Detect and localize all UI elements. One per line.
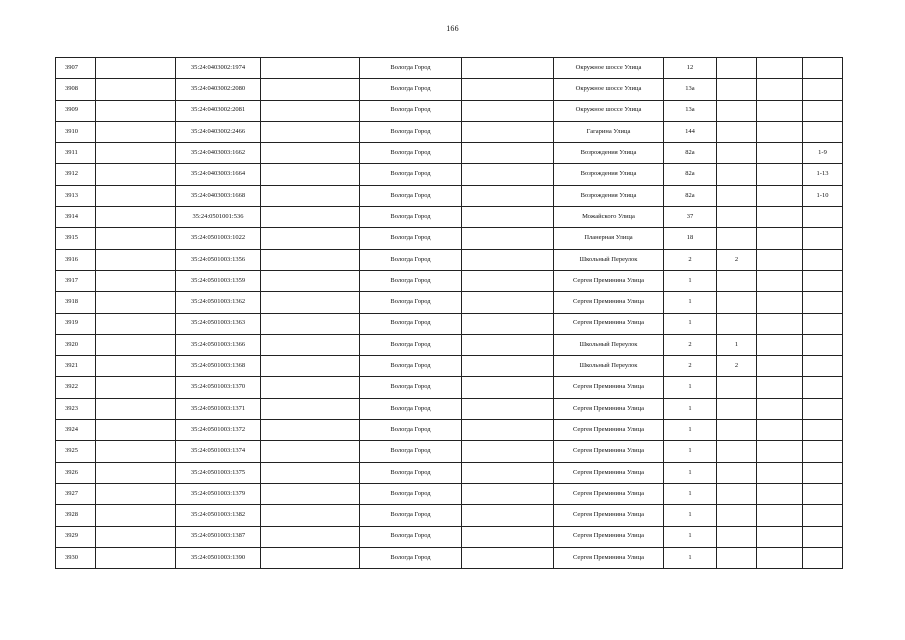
record-number-cell: 3927: [56, 483, 96, 504]
unit-number-cell: [803, 270, 843, 291]
empty-cell: [462, 121, 554, 142]
city-cell: Вологда Город: [360, 79, 462, 100]
unit-number-cell: [803, 356, 843, 377]
cadastral-number-cell: 35:24:0501003:1372: [176, 420, 261, 441]
street-cell: Сергея Преминина Улица: [554, 547, 664, 568]
house-number-cell: 1: [664, 398, 717, 419]
house-number-cell: 82а: [664, 164, 717, 185]
empty-cell: [96, 185, 176, 206]
record-number-cell: 3922: [56, 377, 96, 398]
empty-cell: [261, 356, 360, 377]
empty-cell: [757, 249, 803, 270]
empty-cell: [96, 526, 176, 547]
unit-number-cell: [803, 249, 843, 270]
unit-number-cell: [803, 58, 843, 79]
street-cell: Сергея Преминина Улица: [554, 292, 664, 313]
record-number-cell: 3923: [56, 398, 96, 419]
record-number-cell: 3929: [56, 526, 96, 547]
empty-cell: [261, 377, 360, 398]
table-row: [56, 377, 843, 398]
cadastral-number-cell: 35:24:0403002:2466: [176, 121, 261, 142]
unit-number-cell: [803, 441, 843, 462]
cadastral-number-cell: 35:24:0501003:1379: [176, 483, 261, 504]
empty-cell: [757, 164, 803, 185]
street-cell: Сергея Преминина Улица: [554, 462, 664, 483]
building-number-cell: [717, 483, 757, 504]
empty-cell: [462, 164, 554, 185]
empty-cell: [462, 185, 554, 206]
empty-cell: [96, 121, 176, 142]
city-cell: Вологда Город: [360, 249, 462, 270]
unit-number-cell: [803, 398, 843, 419]
city-cell: Вологда Город: [360, 356, 462, 377]
building-number-cell: [717, 100, 757, 121]
unit-number-cell: [803, 292, 843, 313]
empty-cell: [462, 270, 554, 291]
empty-cell: [261, 228, 360, 249]
city-cell: Вологда Город: [360, 313, 462, 334]
building-number-cell: [717, 185, 757, 206]
cadastral-number-cell: 35:24:0403003:1668: [176, 185, 261, 206]
city-cell: Вологда Город: [360, 441, 462, 462]
empty-cell: [96, 334, 176, 355]
empty-cell: [96, 249, 176, 270]
record-number-cell: 3921: [56, 356, 96, 377]
street-cell: Сергея Преминина Улица: [554, 483, 664, 504]
city-cell: Вологда Город: [360, 462, 462, 483]
table-row: [56, 505, 843, 526]
empty-cell: [261, 398, 360, 419]
record-number-cell: 3925: [56, 441, 96, 462]
table-row: [56, 547, 843, 568]
cadastral-number-cell: 35:24:0501003:1370: [176, 377, 261, 398]
record-number-cell: 3917: [56, 270, 96, 291]
city-cell: Вологда Город: [360, 228, 462, 249]
table-row: [56, 207, 843, 228]
building-number-cell: [717, 270, 757, 291]
house-number-cell: 2: [664, 356, 717, 377]
building-number-cell: [717, 207, 757, 228]
empty-cell: [462, 79, 554, 100]
table-row: [56, 441, 843, 462]
house-number-cell: 1: [664, 270, 717, 291]
house-number-cell: 1: [664, 462, 717, 483]
street-cell: Школьный Переулок: [554, 334, 664, 355]
empty-cell: [261, 58, 360, 79]
city-cell: Вологда Город: [360, 207, 462, 228]
unit-number-cell: [803, 377, 843, 398]
record-number-cell: 3918: [56, 292, 96, 313]
building-number-cell: 2: [717, 249, 757, 270]
empty-cell: [757, 207, 803, 228]
empty-cell: [96, 462, 176, 483]
empty-cell: [757, 143, 803, 164]
building-number-cell: [717, 441, 757, 462]
empty-cell: [96, 79, 176, 100]
empty-cell: [757, 79, 803, 100]
street-cell: Школьный Переулок: [554, 249, 664, 270]
street-cell: Возрождения Улица: [554, 185, 664, 206]
empty-cell: [757, 547, 803, 568]
cadastral-number-cell: 35:24:0501001:536: [176, 207, 261, 228]
cadastral-number-cell: 35:24:0403003:1664: [176, 164, 261, 185]
house-number-cell: 1: [664, 526, 717, 547]
empty-cell: [96, 483, 176, 504]
empty-cell: [261, 420, 360, 441]
city-cell: Вологда Город: [360, 398, 462, 419]
empty-cell: [462, 356, 554, 377]
record-number-cell: 3910: [56, 121, 96, 142]
unit-number-cell: [803, 547, 843, 568]
city-cell: Вологда Город: [360, 58, 462, 79]
empty-cell: [462, 420, 554, 441]
empty-cell: [96, 228, 176, 249]
cadastral-number-cell: 35:24:0501003:1362: [176, 292, 261, 313]
empty-cell: [757, 526, 803, 547]
building-number-cell: [717, 164, 757, 185]
cadastral-number-cell: 35:24:0501003:1382: [176, 505, 261, 526]
record-number-cell: 3924: [56, 420, 96, 441]
record-number-cell: 3912: [56, 164, 96, 185]
cadastral-number-cell: 35:24:0501003:1368: [176, 356, 261, 377]
street-cell: Сергея Преминина Улица: [554, 420, 664, 441]
building-number-cell: [717, 292, 757, 313]
unit-number-cell: 1-13: [803, 164, 843, 185]
city-cell: Вологда Город: [360, 377, 462, 398]
empty-cell: [757, 441, 803, 462]
city-cell: Вологда Город: [360, 143, 462, 164]
building-number-cell: [717, 420, 757, 441]
table-row: [56, 143, 843, 164]
house-number-cell: 1: [664, 313, 717, 334]
empty-cell: [757, 398, 803, 419]
empty-cell: [261, 547, 360, 568]
street-cell: Планерная Улица: [554, 228, 664, 249]
unit-number-cell: [803, 505, 843, 526]
empty-cell: [757, 292, 803, 313]
empty-cell: [462, 100, 554, 121]
street-cell: Окружное шоссе Улица: [554, 58, 664, 79]
house-number-cell: 1: [664, 483, 717, 504]
empty-cell: [261, 292, 360, 313]
table-row: [56, 420, 843, 441]
empty-cell: [462, 547, 554, 568]
record-number-cell: 3911: [56, 143, 96, 164]
city-cell: Вологда Город: [360, 334, 462, 355]
house-number-cell: 2: [664, 249, 717, 270]
house-number-cell: 1: [664, 547, 717, 568]
house-number-cell: 13а: [664, 100, 717, 121]
building-number-cell: [717, 462, 757, 483]
empty-cell: [757, 185, 803, 206]
table-row: [56, 398, 843, 419]
cadastral-number-cell: 35:24:0403002:2080: [176, 79, 261, 100]
city-cell: Вологда Город: [360, 100, 462, 121]
registry-table-body: [56, 58, 843, 569]
empty-cell: [96, 270, 176, 291]
city-cell: Вологда Город: [360, 270, 462, 291]
empty-cell: [757, 483, 803, 504]
table-row: [56, 185, 843, 206]
empty-cell: [261, 483, 360, 504]
empty-cell: [757, 270, 803, 291]
empty-cell: [757, 377, 803, 398]
building-number-cell: [717, 505, 757, 526]
empty-cell: [96, 100, 176, 121]
table-row: [56, 483, 843, 504]
house-number-cell: 18: [664, 228, 717, 249]
city-cell: Вологда Город: [360, 420, 462, 441]
empty-cell: [261, 270, 360, 291]
empty-cell: [757, 58, 803, 79]
empty-cell: [261, 185, 360, 206]
empty-cell: [261, 313, 360, 334]
table-row: [56, 334, 843, 355]
empty-cell: [96, 377, 176, 398]
street-cell: Сергея Преминина Улица: [554, 526, 664, 547]
city-cell: Вологда Город: [360, 547, 462, 568]
cadastral-number-cell: 35:24:0501003:1356: [176, 249, 261, 270]
building-number-cell: [717, 398, 757, 419]
record-number-cell: 3926: [56, 462, 96, 483]
building-number-cell: [717, 313, 757, 334]
cadastral-number-cell: 35:24:0501003:1363: [176, 313, 261, 334]
street-cell: Сергея Преминина Улица: [554, 398, 664, 419]
empty-cell: [261, 100, 360, 121]
empty-cell: [462, 483, 554, 504]
empty-cell: [462, 58, 554, 79]
building-number-cell: [717, 526, 757, 547]
record-number-cell: 3930: [56, 547, 96, 568]
empty-cell: [261, 143, 360, 164]
empty-cell: [462, 526, 554, 547]
table-row: [56, 228, 843, 249]
empty-cell: [96, 547, 176, 568]
empty-cell: [757, 334, 803, 355]
unit-number-cell: 1-9: [803, 143, 843, 164]
unit-number-cell: 1-10: [803, 185, 843, 206]
empty-cell: [96, 292, 176, 313]
record-number-cell: 3909: [56, 100, 96, 121]
city-cell: Вологда Город: [360, 164, 462, 185]
empty-cell: [96, 420, 176, 441]
unit-number-cell: [803, 207, 843, 228]
empty-cell: [261, 164, 360, 185]
empty-cell: [96, 58, 176, 79]
empty-cell: [261, 505, 360, 526]
cadastral-number-cell: 35:24:0501003:1022: [176, 228, 261, 249]
empty-cell: [261, 79, 360, 100]
empty-cell: [757, 313, 803, 334]
cadastral-number-cell: 35:24:0501003:1359: [176, 270, 261, 291]
city-cell: Вологда Город: [360, 526, 462, 547]
street-cell: Школьный Переулок: [554, 356, 664, 377]
unit-number-cell: [803, 526, 843, 547]
table-row: [56, 58, 843, 79]
table-row: [56, 79, 843, 100]
record-number-cell: 3914: [56, 207, 96, 228]
city-cell: Вологда Город: [360, 483, 462, 504]
record-number-cell: 3907: [56, 58, 96, 79]
empty-cell: [757, 100, 803, 121]
building-number-cell: [717, 228, 757, 249]
unit-number-cell: [803, 100, 843, 121]
empty-cell: [757, 462, 803, 483]
record-number-cell: 3916: [56, 249, 96, 270]
house-number-cell: 1: [664, 292, 717, 313]
record-number-cell: 3908: [56, 79, 96, 100]
empty-cell: [261, 441, 360, 462]
building-number-cell: [717, 547, 757, 568]
table-row: [56, 313, 843, 334]
empty-cell: [261, 334, 360, 355]
street-cell: Возрождения Улица: [554, 143, 664, 164]
house-number-cell: 1: [664, 420, 717, 441]
house-number-cell: 1: [664, 441, 717, 462]
cadastral-number-cell: 35:24:0403003:1662: [176, 143, 261, 164]
empty-cell: [261, 121, 360, 142]
street-cell: Сергея Преминина Улица: [554, 377, 664, 398]
empty-cell: [96, 164, 176, 185]
empty-cell: [261, 249, 360, 270]
cadastral-number-cell: 35:24:0501003:1374: [176, 441, 261, 462]
cadastral-number-cell: 35:24:0501003:1371: [176, 398, 261, 419]
empty-cell: [261, 207, 360, 228]
empty-cell: [96, 313, 176, 334]
table-row: [56, 292, 843, 313]
cadastral-number-cell: 35:24:0403002:2081: [176, 100, 261, 121]
table-row: [56, 270, 843, 291]
city-cell: Вологда Город: [360, 185, 462, 206]
house-number-cell: 82а: [664, 185, 717, 206]
cadastral-number-cell: 35:24:0501003:1366: [176, 334, 261, 355]
empty-cell: [757, 420, 803, 441]
building-number-cell: 2: [717, 356, 757, 377]
empty-cell: [462, 313, 554, 334]
registry-table: [55, 57, 843, 569]
table-row: [56, 356, 843, 377]
building-number-cell: [717, 377, 757, 398]
unit-number-cell: [803, 228, 843, 249]
table-row: [56, 526, 843, 547]
building-number-cell: 1: [717, 334, 757, 355]
unit-number-cell: [803, 462, 843, 483]
house-number-cell: 82а: [664, 143, 717, 164]
cadastral-number-cell: 35:24:0501003:1387: [176, 526, 261, 547]
record-number-cell: 3919: [56, 313, 96, 334]
cadastral-number-cell: 35:24:0501003:1390: [176, 547, 261, 568]
house-number-cell: 144: [664, 121, 717, 142]
record-number-cell: 3920: [56, 334, 96, 355]
unit-number-cell: [803, 334, 843, 355]
house-number-cell: 13а: [664, 79, 717, 100]
record-number-cell: 3915: [56, 228, 96, 249]
empty-cell: [261, 526, 360, 547]
street-cell: Можайского Улица: [554, 207, 664, 228]
street-cell: Возрождения Улица: [554, 164, 664, 185]
empty-cell: [96, 441, 176, 462]
unit-number-cell: [803, 121, 843, 142]
record-number-cell: 3928: [56, 505, 96, 526]
unit-number-cell: [803, 420, 843, 441]
cadastral-number-cell: 35:24:0403002:1974: [176, 58, 261, 79]
table-row: [56, 462, 843, 483]
house-number-cell: 1: [664, 505, 717, 526]
building-number-cell: [717, 79, 757, 100]
empty-cell: [462, 334, 554, 355]
empty-cell: [462, 292, 554, 313]
house-number-cell: 1: [664, 377, 717, 398]
street-cell: Гагарина Улица: [554, 121, 664, 142]
record-number-cell: 3913: [56, 185, 96, 206]
city-cell: Вологда Город: [360, 121, 462, 142]
empty-cell: [462, 249, 554, 270]
empty-cell: [96, 356, 176, 377]
city-cell: Вологда Город: [360, 292, 462, 313]
building-number-cell: [717, 58, 757, 79]
street-cell: Окружное шоссе Улица: [554, 100, 664, 121]
street-cell: Сергея Преминина Улица: [554, 313, 664, 334]
empty-cell: [462, 207, 554, 228]
empty-cell: [462, 505, 554, 526]
unit-number-cell: [803, 79, 843, 100]
table-row: [56, 100, 843, 121]
house-number-cell: 37: [664, 207, 717, 228]
table-row: [56, 121, 843, 142]
city-cell: Вологда Город: [360, 505, 462, 526]
empty-cell: [96, 143, 176, 164]
empty-cell: [462, 441, 554, 462]
empty-cell: [462, 228, 554, 249]
empty-cell: [261, 462, 360, 483]
empty-cell: [757, 121, 803, 142]
page-number: 166: [446, 24, 459, 33]
empty-cell: [757, 505, 803, 526]
empty-cell: [462, 377, 554, 398]
street-cell: Сергея Преминина Улица: [554, 441, 664, 462]
house-number-cell: 2: [664, 334, 717, 355]
table-row: [56, 164, 843, 185]
street-cell: Сергея Преминина Улица: [554, 505, 664, 526]
building-number-cell: [717, 143, 757, 164]
table-row: [56, 249, 843, 270]
unit-number-cell: [803, 483, 843, 504]
empty-cell: [462, 398, 554, 419]
empty-cell: [96, 398, 176, 419]
empty-cell: [757, 356, 803, 377]
cadastral-number-cell: 35:24:0501003:1375: [176, 462, 261, 483]
building-number-cell: [717, 121, 757, 142]
street-cell: Сергея Преминина Улица: [554, 270, 664, 291]
empty-cell: [96, 505, 176, 526]
empty-cell: [757, 228, 803, 249]
house-number-cell: 12: [664, 58, 717, 79]
street-cell: Окружное шоссе Улица: [554, 79, 664, 100]
empty-cell: [462, 462, 554, 483]
unit-number-cell: [803, 313, 843, 334]
empty-cell: [96, 207, 176, 228]
empty-cell: [462, 143, 554, 164]
